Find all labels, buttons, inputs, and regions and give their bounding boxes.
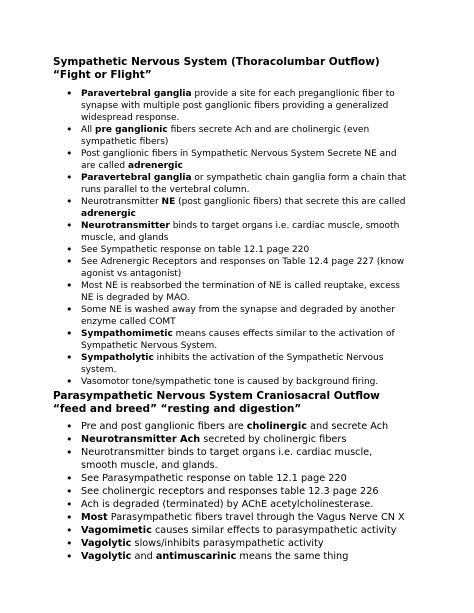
list-item: • See cholinergic receptors and responses table 12.3 page 226 [60, 485, 410, 498]
list-item: • Post ganglionic fibers in Sympathetic Nervous System Secrete NE and are called adrenergic [60, 148, 410, 172]
list-item: • Most NE is reabsorbed the termination of NE is called reuptake, excess NE is degraded by MAO. [60, 280, 410, 304]
list-item: • Vagolytic slows/inhibits parasympathetic activity [60, 537, 410, 550]
list-item: • Neurotransmitter Ach secreted by cholinergic fibers [60, 433, 410, 446]
list-item: • Vasomotor tone/sympathetic tone is caused by background firing. [60, 376, 410, 388]
list-item: • See Adrenergic Receptors and responses on Table 12.4 page 227 (know agonist vs antagonist) [60, 256, 410, 280]
list-item: • Most Parasympathetic fibers travel through the Vagus Nerve CN X [60, 511, 410, 524]
list-item: • Vagolytic and antimuscarinic means the same thing [60, 550, 410, 563]
parasympathetic-list [60, 420, 410, 563]
list-item: • Sympatholytic inhibits the activation of the Sympathetic Nervous system. [60, 352, 410, 376]
parasympathetic-section-title: Parasympathetic Nervous System Craniosacral Outflow “feed and breed” “resting and digestion” [53, 390, 380, 415]
list-item: • Vagomimetic causes similar effects to parasympathetic activity [60, 524, 410, 537]
list-item: • Paravertebral ganglia provide a site for each preganglionic fiber to synapse with multiple post ganglionic fibers providing a generalized widespread response. [60, 88, 410, 124]
list-item: • Some NE is washed away from the synapse and degraded by another enzyme called COMT [60, 304, 410, 328]
list-item: • Neurotransmitter NE (post ganglionic fibers) that secrete this are called adrenergic [60, 196, 410, 220]
list-item: • Pre and post ganglionic fibers are cholinergic and secrete Ach [60, 420, 410, 433]
list-item: • Ach is degraded (terminated) by AChE acetylcholinesterase. [60, 498, 410, 511]
sympathetic-section-title: Sympathetic Nervous System (Thoracolumbar Outflow) “Fight or Flight” [53, 56, 380, 81]
list-item: • Sympathomimetic means causes effects similar to the activation of Sympathetic Nervous System. [60, 328, 410, 352]
list-item: • Neurotransmitter binds to target organs i.e. cardiac muscle, smooth muscle, and glands. [60, 446, 410, 472]
list-item: • See Parasympathetic response on table 12.1 page 220 [60, 472, 410, 485]
list-item: • All pre ganglionic fibers secrete Ach and are cholinergic (even sympathetic fibers) [60, 124, 410, 148]
list-item: • Paravertebral ganglia or sympathetic chain ganglia form a chain that runs parallel to the vertebral column. [60, 172, 410, 196]
list-item: • See Sympathetic response on table 12.1 page 220 [60, 244, 410, 256]
sympathetic-list [60, 88, 410, 388]
list-item: • Neurotransmitter binds to target organs i.e. cardiac muscle, smooth muscle, and glands [60, 220, 410, 244]
